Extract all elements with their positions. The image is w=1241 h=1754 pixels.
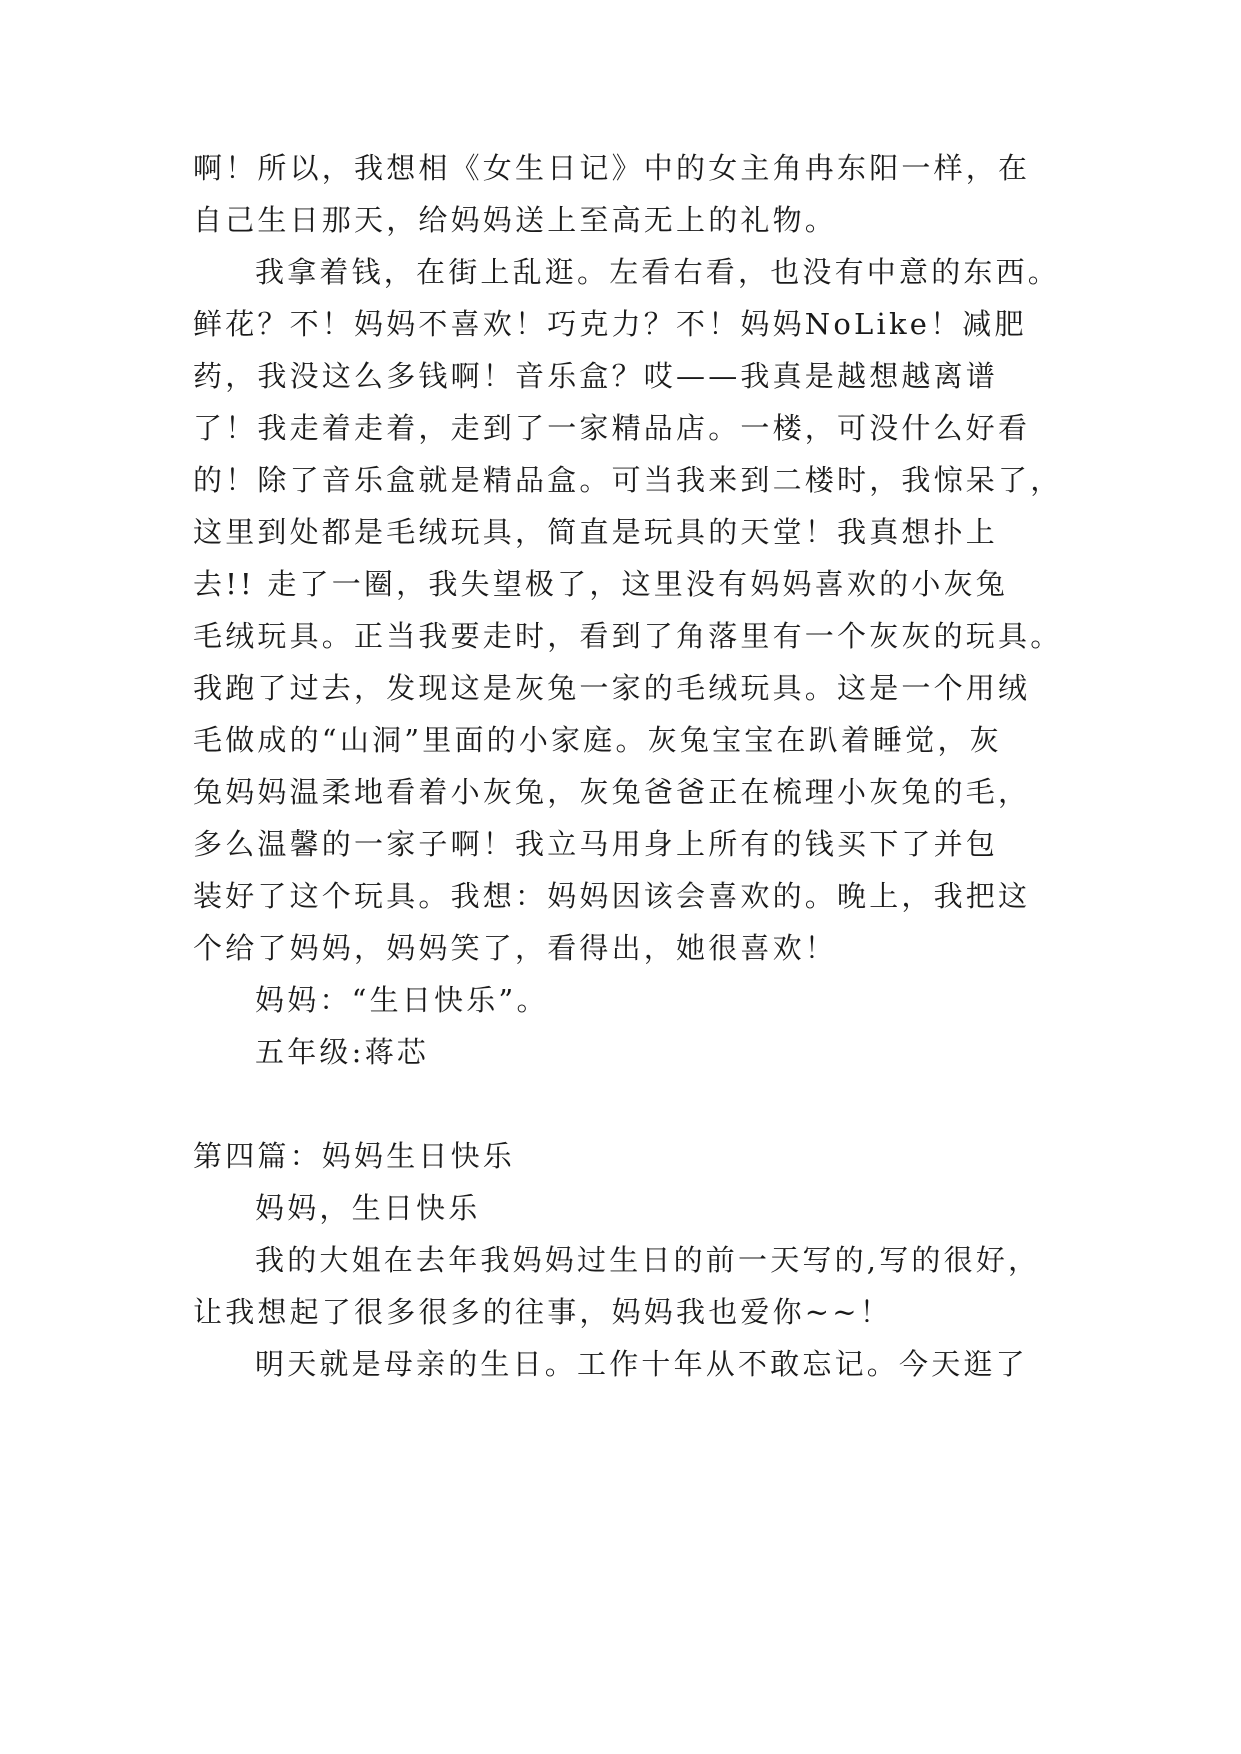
paragraph-line: 毛做成的“山洞”里面的小家庭。灰兔宝宝在趴着睡觉，灰 xyxy=(193,723,1002,757)
paragraph-line: 多么温馨的一家子啊！我立马用身上所有的钱买下了并包 xyxy=(193,827,999,861)
paragraph-line: 药，我没这么多钱啊！音乐盒？哎——我真是越想越离谱 xyxy=(193,359,999,393)
paragraph-line: 个给了妈妈，妈妈笑了，看得出，她很喜欢！ xyxy=(193,931,838,965)
paragraph-line: 我拿着钱，在街上乱逛。左看右看，也没有中意的东西。 xyxy=(255,255,1061,289)
paragraph-line: 了！我走着走着，走到了一家精品店。一楼，可没什么好看 xyxy=(193,411,1031,445)
paragraph-line: 毛绒玩具。正当我要走时，看到了角落里有一个灰灰的玩具。 xyxy=(193,619,1063,653)
paragraph-line: 装好了这个玩具。我想：妈妈因该会喜欢的。晚上，我把这 xyxy=(193,879,1031,913)
paragraph-line: 兔妈妈温柔地看着小灰兔，灰兔爸爸正在梳理小灰兔的毛， xyxy=(193,775,1031,809)
paragraph-line: 我跑了过去，发现这是灰兔一家的毛绒玩具。这是一个用绒 xyxy=(193,671,1031,705)
section-heading: 第四篇：妈妈生日快乐 xyxy=(193,1139,516,1173)
paragraph-line: 让我想起了很多很多的往事，妈妈我也爱你~~！ xyxy=(193,1295,892,1329)
paragraph-line: 去!! 走了一圈，我失望极了，这里没有妈妈喜欢的小灰兔 xyxy=(193,567,1008,601)
dialogue-line: 妈妈：“生日快乐”。 xyxy=(255,983,549,1017)
paragraph-line: 自己生日那天，给妈妈送上至高无上的礼物。 xyxy=(193,203,838,237)
paragraph-line: 明天就是母亲的生日。工作十年从不敢忘记。今天逛了 xyxy=(255,1347,1028,1381)
paragraph-line: 啊！所以，我想相《女生日记》中的女主角冉东阳一样，在 xyxy=(193,151,1031,185)
author-signature: 五年级:蒋芯 xyxy=(255,1035,429,1069)
paragraph-line: 鲜花？不！妈妈不喜欢！巧克力？不！妈妈NoLike！减肥 xyxy=(193,307,1027,341)
paragraph-line: 这里到处都是毛绒玩具，简直是玩具的天堂！我真想扑上 xyxy=(193,515,999,549)
section-subtitle: 妈妈，生日快乐 xyxy=(255,1191,481,1225)
paragraph-line: 我的大姐在去年我妈妈过生日的前一天写的,写的很好， xyxy=(255,1243,1041,1277)
paragraph-line: 的！除了音乐盒就是精品盒。可当我来到二楼时，我惊呆了， xyxy=(193,463,1063,497)
